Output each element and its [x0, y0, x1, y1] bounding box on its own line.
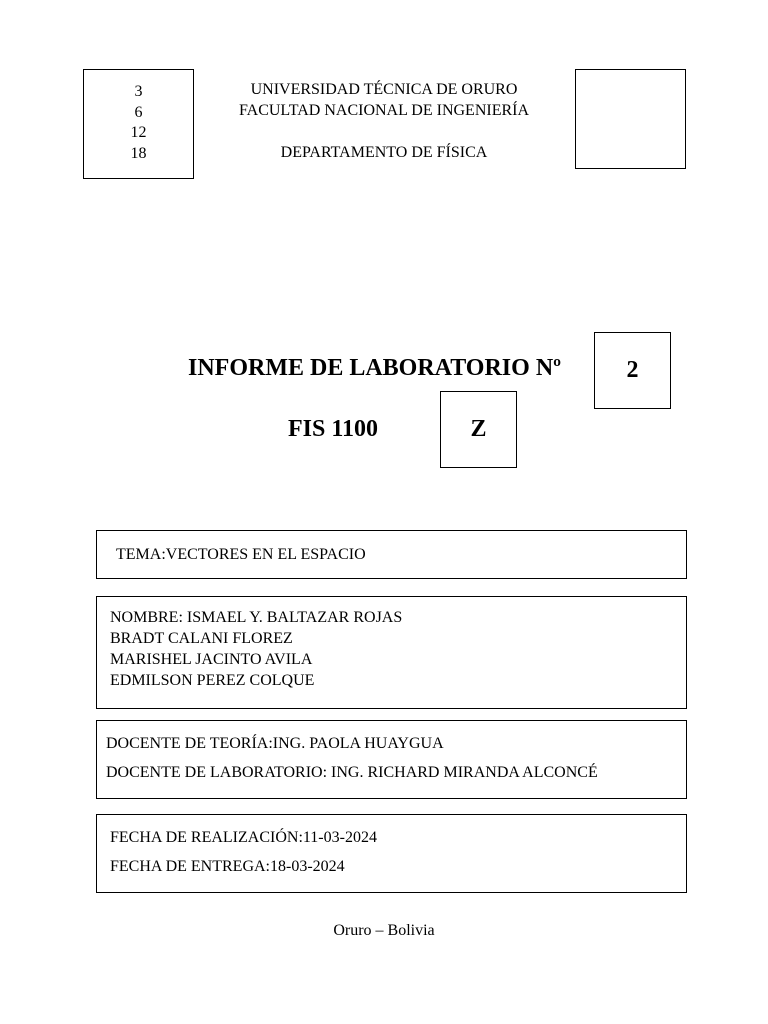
- topic-box: [96, 530, 687, 579]
- delivery-date: FECHA DE ENTREGA:18-03-2024: [110, 858, 345, 875]
- lab-teacher: DOCENTE DE LABORATORIO: ING. RICHARD MIRANDA ALCONCÉ: [106, 764, 598, 781]
- number-item: 3: [134, 83, 143, 100]
- teachers-box: [96, 720, 687, 799]
- student-line: NOMBRE: ISMAEL Y. BALTAZAR ROJAS: [110, 609, 403, 626]
- logo-box: [575, 69, 686, 169]
- student-line: BRADT CALANI FLOREZ: [110, 630, 293, 647]
- department-name: DEPARTAMENTO DE FÍSICA: [280, 144, 488, 161]
- theory-teacher: DOCENTE DE TEORÍA:ING. PAOLA HUAYGUA: [106, 735, 444, 752]
- faculty-name: FACULTAD NACIONAL DE INGENIERÍA: [238, 102, 530, 119]
- group-box: [440, 391, 517, 468]
- number-item: 18: [130, 144, 147, 162]
- students-box: [96, 596, 687, 709]
- student-line: MARISHEL JACINTO AVILA: [110, 651, 313, 668]
- university-name: UNIVERSIDAD TÉCNICA DE ORURO: [250, 81, 518, 98]
- footer-location: Oruro – Bolivia: [333, 922, 435, 939]
- dates-box: [96, 814, 687, 893]
- numbers-box: [83, 69, 194, 179]
- report-title: INFORME DE LABORATORIO Nº: [188, 355, 562, 381]
- course-code: FIS 1100: [288, 416, 379, 442]
- student-line: EDMILSON PEREZ COLQUE: [110, 672, 315, 689]
- number-item: 6: [134, 103, 143, 121]
- report-number: 2: [626, 357, 639, 383]
- realization-date: FECHA DE REALIZACIÓN:11-03-2024: [110, 829, 377, 846]
- report-number-box: [594, 332, 671, 409]
- group-letter: Z: [470, 416, 487, 442]
- number-item: 12: [130, 124, 147, 141]
- topic-text: TEMA:VECTORES EN EL ESPACIO: [116, 546, 366, 563]
